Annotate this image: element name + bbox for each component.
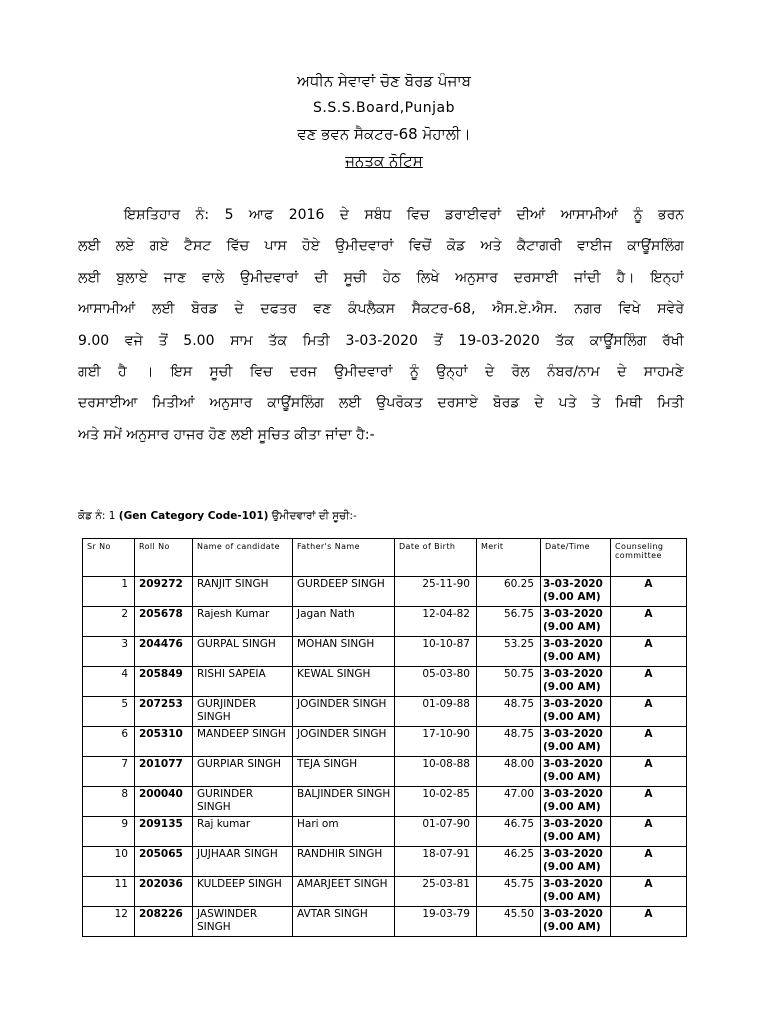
col-header-name: Name of candidate <box>193 539 293 577</box>
merit-cell: 46.25 <box>477 847 541 877</box>
merit-cell: 56.75 <box>477 607 541 637</box>
merit-cell: 45.75 <box>477 877 541 907</box>
date-time-cell: 3-03-2020 (9.00 AM) <box>541 877 611 907</box>
merit-cell: 50.75 <box>477 667 541 697</box>
roll-no-cell: 201077 <box>135 757 193 787</box>
notice-paragraph <box>78 200 684 451</box>
office-address: ਵਣ ਭਵਨ ਸੈਕਟਰ-68 ਮੋਹਾਲੀ। <box>297 125 471 143</box>
merit-cell: 48.00 <box>477 757 541 787</box>
committee-cell: A <box>611 817 687 847</box>
father-name-cell: JOGINDER SINGH <box>293 697 395 727</box>
date-time-cell: 3-03-2020 (9.00 AM) <box>541 847 611 877</box>
merit-cell: 48.75 <box>477 727 541 757</box>
sr-no-cell: 9 <box>83 817 135 847</box>
table-row <box>83 757 687 787</box>
col-header-date-time: Date/Time <box>541 539 611 577</box>
table-row <box>83 847 687 877</box>
date-time-cell: 3-03-2020 (9.00 AM) <box>541 577 611 607</box>
sr-no-cell: 4 <box>83 667 135 697</box>
candidate-name-cell: MANDEEP SINGH <box>193 727 293 757</box>
dob-cell: 05-03-80 <box>395 667 477 697</box>
father-name-cell: JOGINDER SINGH <box>293 727 395 757</box>
notice-title: ਜਨਤਕ ਨੋਟਿਸ <box>345 152 423 170</box>
candidate-name-cell: JASWINDER SINGH <box>193 907 293 937</box>
paragraph-line: ਗਈ ਹੈ । ਇਸ ਸੂਚੀ ਵਿਚ ਦਰਜ ਉਮੀਦਵਾਰਾਂ ਨੂੰ ਉਨ੍ਹਾਂ ਦੇ ਰੋਲ ਨੰਬਰ/ਨਾਮ ਦੇ ਸਾਹਮਣੇ <box>78 363 684 380</box>
merit-cell: 60.25 <box>477 577 541 607</box>
committee-cell: A <box>611 847 687 877</box>
roll-no-cell: 202036 <box>135 877 193 907</box>
candidate-name-cell: KULDEEP SINGH <box>193 877 293 907</box>
father-name-cell: RANDHIR SINGH <box>293 847 395 877</box>
candidate-name-cell: GURPAL SINGH <box>193 637 293 667</box>
date-time-cell: 3-03-2020 (9.00 AM) <box>541 817 611 847</box>
paragraph-line: ਲਈ ਲਏ ਗਏ ਟੈਸਟ ਵਿੱਚ ਪਾਸ ਹੋਏ ਉਮੀਦਵਾਰਾਂ ਵਿਚੋਂ ਕੋਡ ਅਤੇ ਕੈਟਾਗਰੀ ਵਾਈਜ ਕਾਊਂਸਲਿੰਗ <box>78 238 684 255</box>
committee-cell: A <box>611 787 687 817</box>
candidate-name-cell: Raj kumar <box>193 817 293 847</box>
committee-cell: A <box>611 907 687 937</box>
paragraph-line: ਇਸ਼ਤਿਹਾਰ ਨੰ: 5 ਆਫ 2016 ਦੇ ਸਬੰਧ ਵਿਚ ਡਰਾਈਵਰਾਂ ਦੀਆਂ ਆਸਾਮੀਆਂ ਨੂੰ ਭਰਨ <box>124 207 684 223</box>
sr-no-cell: 11 <box>83 877 135 907</box>
table-row <box>83 577 687 607</box>
dob-cell: 12-04-82 <box>395 607 477 637</box>
candidate-name-cell: RANJIT SINGH <box>193 577 293 607</box>
department-name-english: S.S.S.Board,Punjab <box>313 100 455 116</box>
table-header-row <box>83 539 687 577</box>
dob-cell: 01-07-90 <box>395 817 477 847</box>
table-row <box>83 697 687 727</box>
table-row <box>83 787 687 817</box>
col-header-roll-no: Roll No <box>135 539 193 577</box>
table-row <box>83 907 687 937</box>
father-name-cell: TEJA SINGH <box>293 757 395 787</box>
table-row <box>83 727 687 757</box>
table-row <box>83 607 687 637</box>
col-header-dob: Date of Birth <box>395 539 477 577</box>
sr-no-cell: 10 <box>83 847 135 877</box>
col-header-merit: Merit <box>477 539 541 577</box>
father-name-cell: KEWAL SINGH <box>293 667 395 697</box>
department-name-punjabi: ਅਧੀਨ ਸੇਵਾਵਾਂ ਚੋਣ ਬੋਰਡ ਪੰਜਾਬ <box>296 72 472 90</box>
father-name-cell: AVTAR SINGH <box>293 907 395 937</box>
roll-no-cell: 208226 <box>135 907 193 937</box>
table-row <box>83 637 687 667</box>
sr-no-cell: 1 <box>83 577 135 607</box>
dob-cell: 10-08-88 <box>395 757 477 787</box>
date-time-cell: 3-03-2020 (9.00 AM) <box>541 637 611 667</box>
roll-no-cell: 209135 <box>135 817 193 847</box>
paragraph-line: ਦਰਸਾਈਆ ਮਿਤੀਆਂ ਅਨੁਸਾਰ ਕਾਊਂਸਲਿੰਗ ਲਈ ਉਪਰੋਕਤ ਦਰਸਾਏ ਬੋਰਡ ਦੇ ਪਤੇ ਤੇ ਮਿਥੀ ਮਿਤੀ <box>78 395 684 412</box>
paragraph-line: ਲਈ ਬੁਲਾਏ ਜਾਣ ਵਾਲੇ ਉਮੀਦਵਾਰਾਂ ਦੀ ਸੂਚੀ ਹੇਠ ਲਿਖੇ ਅਨੁਸਾਰ ਦਰਸਾਈ ਜਾਂਦੀ ਹੈ। ਇਨ੍ਹਾਂ <box>78 269 684 286</box>
dob-cell: 10-02-85 <box>395 787 477 817</box>
sr-no-cell: 8 <box>83 787 135 817</box>
caption-prefix: ਕੋਡ ਨੰ: 1 <box>78 510 116 522</box>
sr-no-cell: 12 <box>83 907 135 937</box>
date-time-cell: 3-03-2020 (9.00 AM) <box>541 727 611 757</box>
merit-cell: 45.50 <box>477 907 541 937</box>
father-name-cell: GURDEEP SINGH <box>293 577 395 607</box>
paragraph-line: 9.00 ਵਜੇ ਤੋਂ 5.00 ਸਾਮ ਤੱਕ ਮਿਤੀ 3-03-2020 ਤੋਂ 19-03-2020 ਤੱਕ ਕਾਊਂਸਲਿੰਗ ਰੱਖੀ <box>78 332 684 349</box>
date-time-cell: 3-03-2020 (9.00 AM) <box>541 907 611 937</box>
candidate-name-cell: GURPIAR SINGH <box>193 757 293 787</box>
candidate-name-cell: RISHI SAPEIA <box>193 667 293 697</box>
dob-cell: 25-03-81 <box>395 877 477 907</box>
candidate-name-cell: JUJHAAR SINGH <box>193 847 293 877</box>
roll-no-cell: 205065 <box>135 847 193 877</box>
dob-cell: 10-10-87 <box>395 637 477 667</box>
father-name-cell: BALJINDER SINGH <box>293 787 395 817</box>
paragraph-line: ਅਤੇ ਸਮੇਂ ਅਨੁਸਾਰ ਹਾਜਰ ਹੋਣ ਲਈ ਸੂਚਿਤ ਕੀਤਾ ਜਾਂਦਾ ਹੈ:- <box>78 426 375 443</box>
roll-no-cell: 207253 <box>135 697 193 727</box>
sr-no-cell: 6 <box>83 727 135 757</box>
merit-cell: 46.75 <box>477 817 541 847</box>
committee-cell: A <box>611 877 687 907</box>
roll-no-cell: 209272 <box>135 577 193 607</box>
committee-cell: A <box>611 757 687 787</box>
committee-cell: A <box>611 667 687 697</box>
dob-cell: 17-10-90 <box>395 727 477 757</box>
candidates-table <box>82 538 687 937</box>
roll-no-cell: 205678 <box>135 607 193 637</box>
dob-cell: 18-07-91 <box>395 847 477 877</box>
committee-cell: A <box>611 697 687 727</box>
date-time-cell: 3-03-2020 (9.00 AM) <box>541 667 611 697</box>
father-name-cell: MOHAN SINGH <box>293 637 395 667</box>
col-header-sr-no: Sr No <box>83 539 135 577</box>
father-name-cell: AMARJEET SINGH <box>293 877 395 907</box>
father-name-cell: Hari om <box>293 817 395 847</box>
committee-cell: A <box>611 727 687 757</box>
date-time-cell: 3-03-2020 (9.00 AM) <box>541 607 611 637</box>
committee-cell: A <box>611 637 687 667</box>
table-row <box>83 817 687 847</box>
table-row <box>83 667 687 697</box>
candidate-name-cell: GURJINDER SINGH <box>193 697 293 727</box>
candidate-name-cell: GURINDER SINGH <box>193 787 293 817</box>
caption-suffix: ਉਮੀਦਵਾਰਾਂ ਦੀ ਸੂਚੀ:- <box>271 510 357 522</box>
date-time-cell: 3-03-2020 (9.00 AM) <box>541 697 611 727</box>
col-header-father-name: Father's Name <box>293 539 395 577</box>
merit-cell: 48.75 <box>477 697 541 727</box>
table-caption <box>78 510 357 523</box>
paragraph-line: ਆਸਾਮੀਆਂ ਲਈ ਬੋਰਡ ਦੇ ਦਫਤਰ ਵਣ ਕੰਪਲੈਕਸ ਸੈਕਟਰ-68, ਐਸ.ਏ.ਐਸ. ਨਗਰ ਵਿਖੇ ਸਵੇਰੇ <box>78 301 684 318</box>
dob-cell: 19-03-79 <box>395 907 477 937</box>
sr-no-cell: 7 <box>83 757 135 787</box>
father-name-cell: Jagan Nath <box>293 607 395 637</box>
dob-cell: 25-11-90 <box>395 577 477 607</box>
merit-cell: 47.00 <box>477 787 541 817</box>
roll-no-cell: 205849 <box>135 667 193 697</box>
candidate-name-cell: Rajesh Kumar <box>193 607 293 637</box>
col-header-committee: Counseling committee <box>611 539 687 577</box>
sr-no-cell: 5 <box>83 697 135 727</box>
date-time-cell: 3-03-2020 (9.00 AM) <box>541 757 611 787</box>
sr-no-cell: 3 <box>83 637 135 667</box>
sr-no-cell: 2 <box>83 607 135 637</box>
table-row <box>83 877 687 907</box>
committee-cell: A <box>611 607 687 637</box>
caption-code: (Gen Category Code-101) <box>118 510 269 522</box>
date-time-cell: 3-03-2020 (9.00 AM) <box>541 787 611 817</box>
roll-no-cell: 205310 <box>135 727 193 757</box>
committee-cell: A <box>611 577 687 607</box>
dob-cell: 01-09-88 <box>395 697 477 727</box>
merit-cell: 53.25 <box>477 637 541 667</box>
roll-no-cell: 200040 <box>135 787 193 817</box>
roll-no-cell: 204476 <box>135 637 193 667</box>
